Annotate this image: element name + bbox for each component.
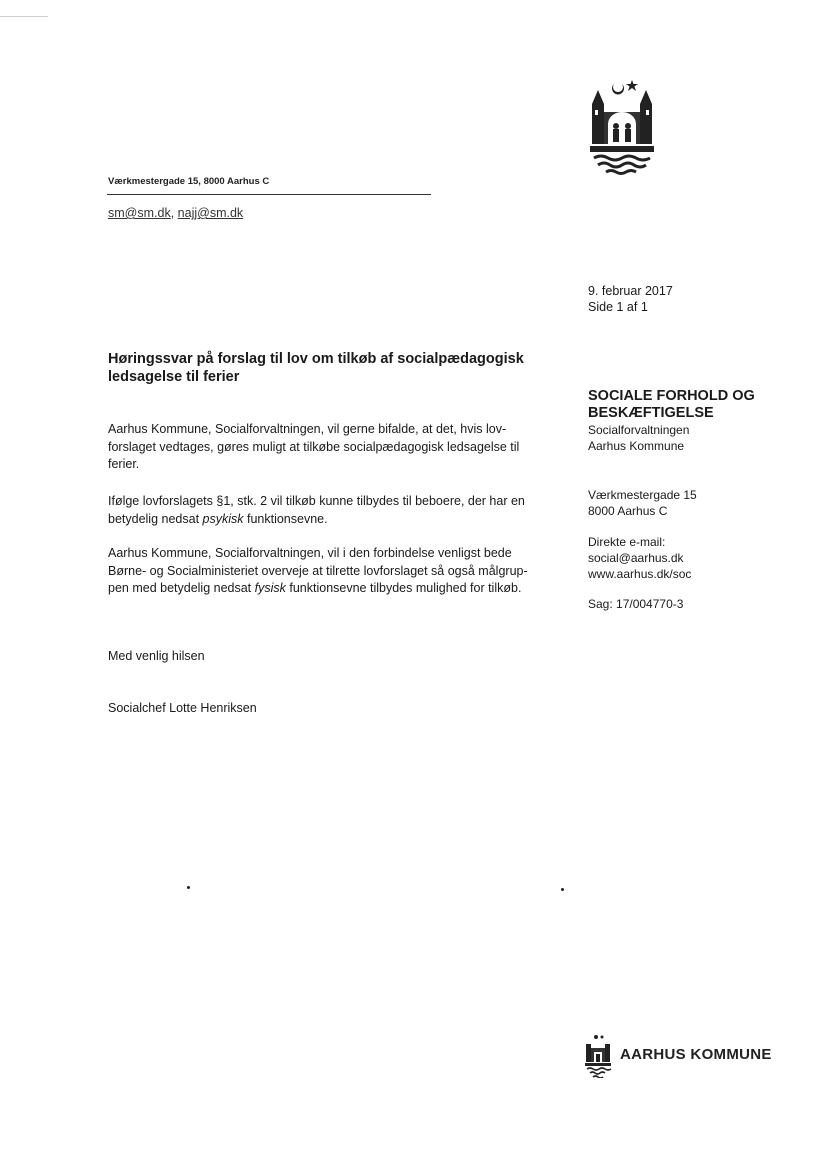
paragraph-line: Børne- og Socialministeriet overveje at tilrette lovforslaget så også målgrup-	[108, 563, 528, 578]
email-label: Direkte e-mail:	[588, 535, 666, 549]
paragraph-2	[108, 493, 563, 528]
text-run: pen med betydelig nedsat	[108, 581, 255, 595]
letter-title	[108, 350, 568, 386]
paragraph-line: Ifølge lovforslagets §1, stk. 2 vil tilkøb kunne tilbydes til beboere, der har en	[108, 494, 525, 508]
recipient-email-link[interactable]: najj@sm.dk	[177, 206, 244, 220]
footer-org-name: AARHUS KOMMUNE	[620, 1046, 772, 1063]
address-rule	[107, 194, 431, 195]
city: 8000 Aarhus C	[588, 504, 668, 518]
paragraph-line: forslaget vedtages, gøres muligt at tilkøbe socialpædagogisk ledsagelse til	[108, 439, 520, 454]
title-line: ledsagelse til ferier	[108, 369, 240, 385]
sidebar-contact	[588, 534, 691, 582]
text-run: funktionsevne tilbydes mulighed for tilkøb.	[285, 581, 522, 595]
unit-name: Socialforvaltningen	[588, 423, 690, 437]
scan-corner-mark	[0, 16, 48, 17]
paragraph-line	[108, 580, 563, 598]
department-title	[588, 388, 788, 422]
paragraph-line: Aarhus Kommune, Socialforvaltningen, vil i den forbindelse venligst bede	[108, 546, 512, 560]
aarhus-coat-of-arms-icon	[586, 78, 658, 176]
letter-date: 9. februar 2017	[588, 284, 673, 298]
closing-greeting: Med venlig hilsen	[108, 649, 205, 663]
text-run: funktionsevne.	[243, 511, 328, 526]
footer-coat-of-arms-icon	[584, 1034, 612, 1078]
recipient-emails	[108, 206, 243, 220]
email-separator: ,	[170, 206, 175, 220]
website-link[interactable]: www.aarhus.dk/soc	[588, 567, 692, 581]
letter-meta	[588, 283, 673, 315]
paragraph-3	[108, 545, 563, 598]
contact-email[interactable]: social@aarhus.dk	[588, 551, 684, 565]
signature: Socialchef Lotte Henriksen	[108, 701, 257, 715]
sidebar-unit	[588, 422, 689, 454]
case-number: Sag: 17/004770-3	[588, 597, 684, 611]
scan-speck	[187, 886, 190, 889]
street: Værkmestergade 15	[588, 488, 697, 502]
text-run: betydelig nedsat	[108, 511, 203, 526]
scan-speck	[561, 888, 564, 891]
paragraph-1	[108, 421, 563, 474]
paragraph-line: Aarhus Kommune, Socialforvaltningen, vil gerne bifalde, at det, hvis lov-	[108, 422, 507, 436]
sender-address: Værkmestergade 15, 8000 Aarhus C	[108, 176, 270, 187]
emphasis-fysisk: fysisk	[254, 581, 286, 595]
emphasis-psykisk: psykisk	[202, 511, 244, 526]
department-line: BESKÆFTIGELSE	[588, 405, 714, 421]
department-line: SOCIALE FORHOLD OG	[588, 388, 755, 404]
recipient-email-link[interactable]: sm@sm.dk	[108, 206, 171, 220]
sidebar-address	[588, 487, 697, 519]
title-line: Høringssvar på forslag til lov om tilkøb af socialpædagogisk	[108, 351, 524, 367]
paragraph-line	[108, 511, 563, 529]
page-indicator: Side 1 af 1	[588, 300, 648, 314]
org-name: Aarhus Kommune	[588, 439, 685, 453]
paragraph-line: ferier.	[108, 457, 140, 471]
